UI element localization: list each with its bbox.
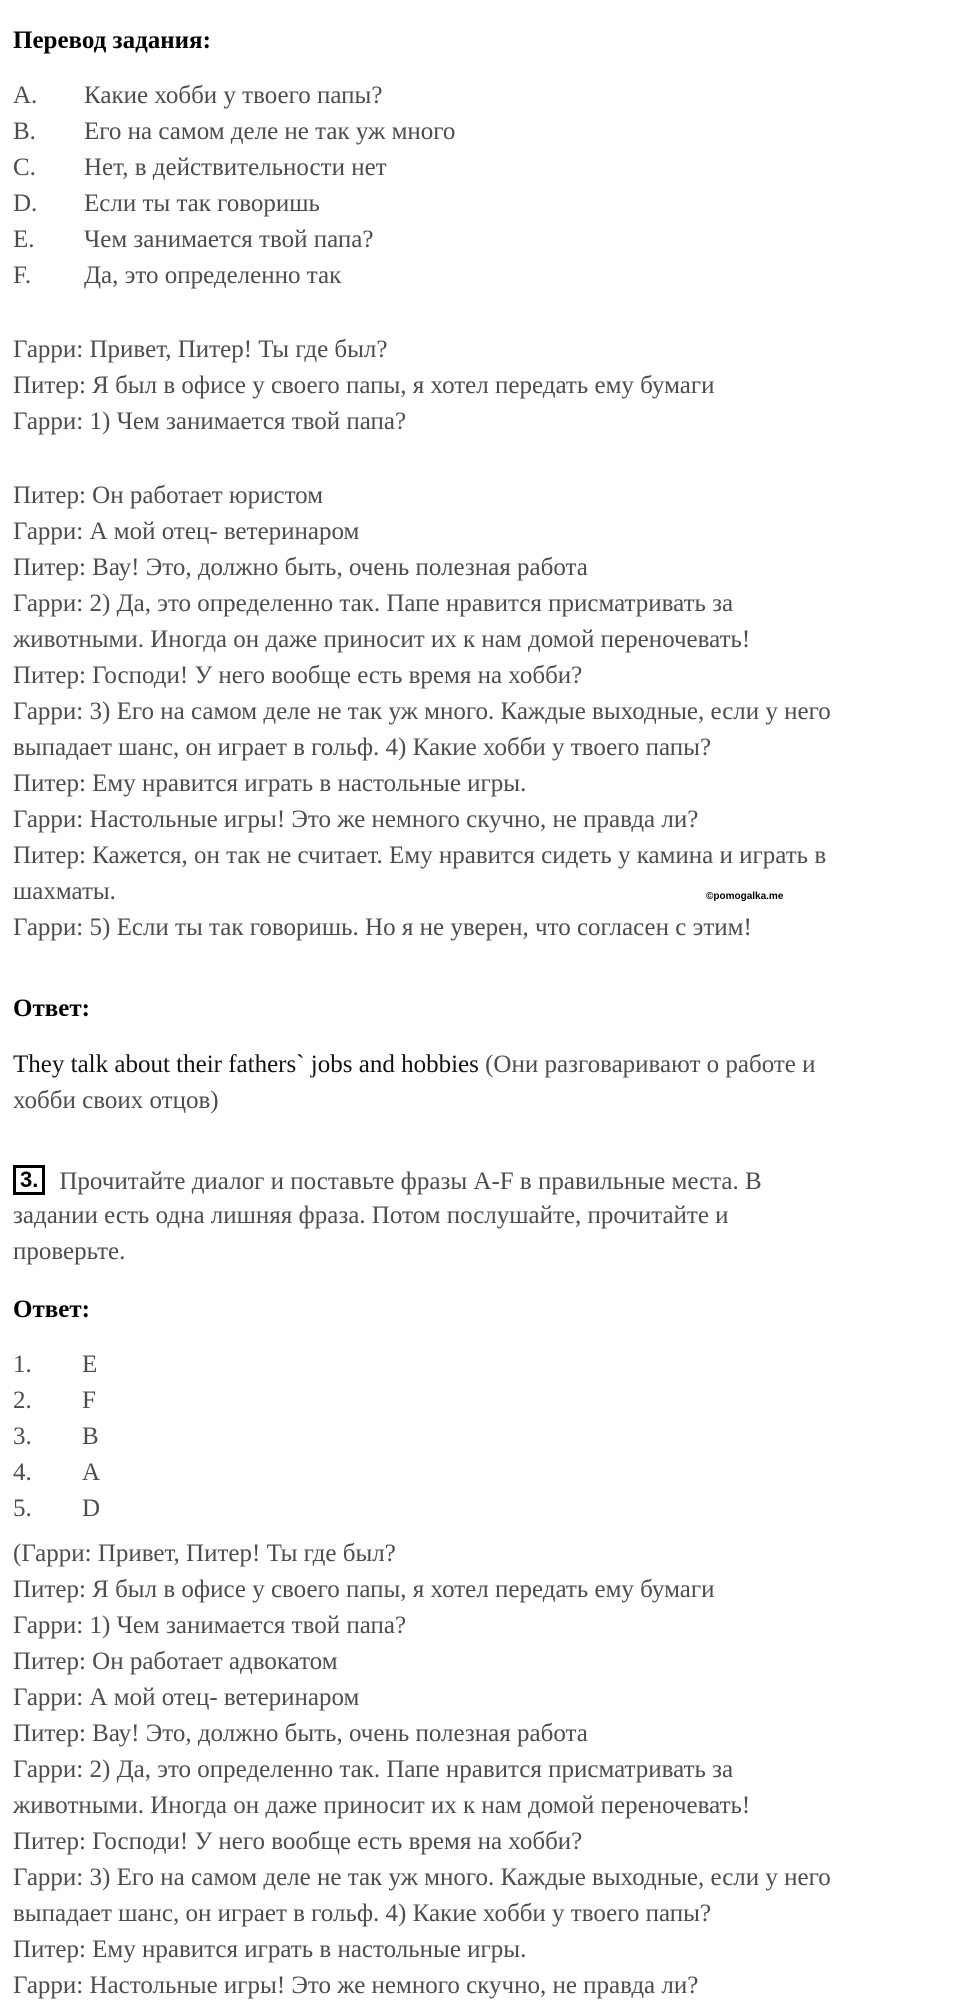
answer-letter: E (82, 1351, 98, 1378)
dialogue-line: Питер: Господи! У него вообще есть время на хобби? (13, 662, 583, 689)
answer-number: 4. (13, 1459, 32, 1486)
option-text: Если ты так говоришь (84, 190, 320, 217)
dialogue-line: Питер: Господи! У него вообще есть время на хобби? (13, 1828, 583, 1855)
answer-heading: Ответ: (13, 1296, 90, 1323)
dialogue-line: Питер: Кажется, он так не считает. Ему нравится сидеть у камина и играть в (13, 842, 827, 869)
answer-number: 2. (13, 1387, 32, 1414)
dialogue-line: Питер: Вау! Это, должно быть, очень полезная работа (13, 554, 588, 581)
answer-number: 1. (13, 1351, 32, 1378)
dialogue-line: выпадает шанс, он играет в гольф. 4) Какие хобби у твоего папы? (13, 734, 712, 761)
option-letter: B. (13, 118, 36, 145)
dialogue-line: Гарри: 3) Его на самом деле не так уж много. Каждые выходные, если у него (13, 1864, 831, 1891)
task-3-text: Прочитайте диалог и поставьте фразы A-F в правильные места. В (59, 1168, 762, 1195)
task-3-line (13, 1165, 762, 1197)
option-letter: F. (13, 262, 32, 289)
answer-letter: B (82, 1423, 99, 1450)
answer-number: 5. (13, 1495, 32, 1522)
option-letter: D. (13, 190, 38, 217)
option-text: Чем занимается твой папа? (84, 226, 374, 253)
option-letter: E. (13, 226, 35, 253)
answer-heading: Ответ: (13, 995, 90, 1022)
dialogue-line: Гарри: 2) Да, это определенно так. Папе нравится присматривать за (13, 590, 734, 617)
translation-heading: Перевод задания: (13, 27, 211, 54)
dialogue-line: Гарри: 1) Чем занимается твой папа? (13, 408, 407, 435)
dialogue-line: Гарри: А мой отец- ветеринаром (13, 1684, 360, 1711)
answer-letter: D (82, 1495, 101, 1522)
dialogue-line: животными. Иногда он даже приносит их к нам домой переночевать! (13, 1792, 751, 1819)
option-text: Его на самом деле не так уж много (84, 118, 456, 145)
task-3-text-cont: проверьте. (13, 1238, 126, 1265)
dialogue-line: Питер: Ему нравится играть в настольные игры. (13, 770, 527, 797)
answer-russian-cont: хобби своих отцов) (13, 1087, 219, 1114)
dialogue-line: Питер: Я был в офисе у своего папы, я хотел передать ему бумаги (13, 1576, 715, 1603)
dialogue-line: Питер: Я был в офисе у своего папы, я хотел передать ему бумаги (13, 372, 715, 399)
dialogue-line: Питер: Вау! Это, должно быть, очень полезная работа (13, 1720, 588, 1747)
task-3-text-cont: задании есть одна лишняя фраза. Потом послушайте, прочитайте и (13, 1202, 729, 1229)
option-letter: C. (13, 154, 36, 181)
answer-letter: A (82, 1459, 101, 1486)
dialogue-line: Гарри: Привет, Питер! Ты где был? (13, 336, 388, 363)
answer-letter: F (82, 1387, 96, 1414)
dialogue-line: Питер: Он работает адвокатом (13, 1648, 338, 1675)
dialogue-line: Питер: Он работает юристом (13, 482, 324, 509)
dialogue-line: шахматы. (13, 878, 116, 905)
answer-english: They talk about their fathers` jobs and hobbies (13, 1051, 479, 1078)
dialogue-line: животными. Иногда он даже приносит их к нам домой переночевать! (13, 626, 751, 653)
answer-number: 3. (13, 1423, 32, 1450)
dialogue-line: (Гарри: Привет, Питер! Ты где был? (13, 1540, 396, 1567)
dialogue-line: Гарри: 1) Чем занимается твой папа? (13, 1612, 407, 1639)
answer-russian: (Они разговаривают о работе и (478, 1051, 816, 1078)
dialogue-line: Гарри: А мой отец- ветеринаром (13, 518, 360, 545)
option-text: Какие хобби у твоего папы? (84, 82, 383, 109)
dialogue-line: Гарри: 5) Если ты так говоришь. Но я не уверен, что согласен с этим! (13, 914, 752, 941)
dialogue-line: Гарри: 3) Его на самом деле не так уж много. Каждые выходные, если у него (13, 698, 831, 725)
dialogue-line: Гарри: 2) Да, это определенно так. Папе нравится присматривать за (13, 1756, 734, 1783)
dialogue-line: Питер: Ему нравится играть в настольные игры. (13, 1936, 527, 1963)
dialogue-line: Гарри: Настольные игры! Это же немного скучно, не правда ли? (13, 1972, 699, 1999)
option-letter: A. (13, 82, 38, 109)
dialogue-line: Гарри: Настольные игры! Это же немного скучно, не правда ли? (13, 806, 699, 833)
watermark: ©pomogalka.me (706, 891, 784, 902)
option-text: Нет, в действительности нет (84, 154, 387, 181)
task-number-badge: 3. (13, 1165, 45, 1195)
dialogue-line: выпадает шанс, он играет в гольф. 4) Какие хобби у твоего папы? (13, 1900, 712, 1927)
answer-text (13, 1050, 816, 1080)
option-text: Да, это определенно так (84, 262, 342, 289)
